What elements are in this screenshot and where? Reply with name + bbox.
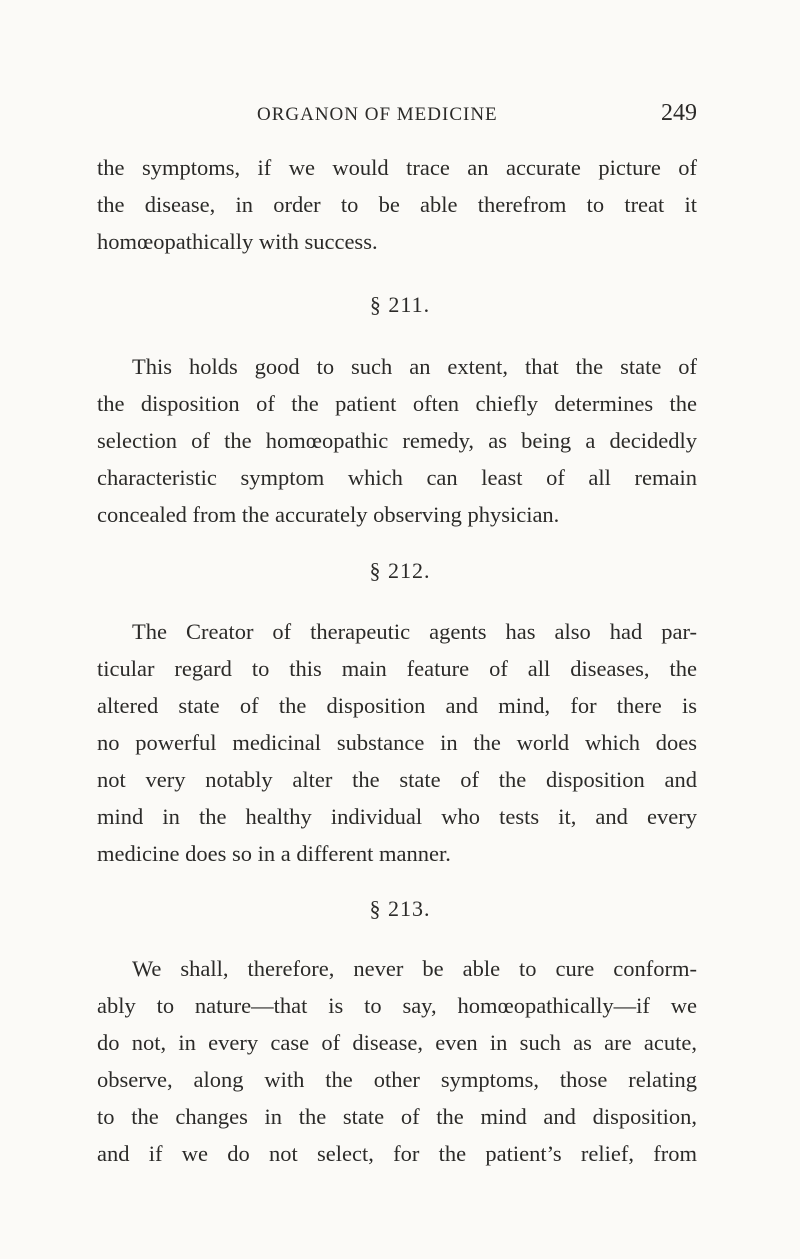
text-line: the disposition of the patient often chiefly determines the	[97, 391, 697, 416]
text-line: to the changes in the state of the mind and disposition,	[97, 1104, 697, 1129]
text-line: The Creator of therapeutic agents has also had par-	[132, 619, 697, 644]
text-line: do not, in every case of disease, even in such as are acute,	[97, 1030, 697, 1055]
text-line: observe, along with the other symptoms, those relating	[97, 1067, 697, 1092]
section-heading-212: § 212.	[369, 558, 431, 583]
text-line: not very notably alter the state of the disposition and	[97, 767, 697, 792]
text-line: We shall, therefore, never be able to cure conform-	[132, 956, 697, 981]
text-line: This holds good to such an extent, that the state of	[132, 354, 697, 379]
section-heading-213: § 213.	[369, 896, 431, 921]
text-line: selection of the homœopathic remedy, as being a decidedly	[97, 428, 697, 453]
text-line: concealed from the accurately observing physician.	[97, 502, 560, 527]
page-number: 249	[661, 100, 697, 126]
text-line: homœopathically with success.	[97, 229, 378, 254]
text-line: medicine does so in a different manner.	[97, 841, 451, 866]
running-title: ORGANON OF MEDICINE	[257, 104, 498, 125]
running-header	[257, 100, 697, 134]
text-line: the symptoms, if we would trace an accurate picture of	[97, 155, 697, 180]
paragraph-section-211	[97, 348, 697, 533]
text-line: ticular regard to this main feature of all diseases, the	[97, 656, 697, 681]
paragraph-continuation	[97, 149, 697, 260]
paragraph-section-212	[97, 613, 697, 872]
text-line: and if we do not select, for the patient’s relief, from	[97, 1141, 697, 1166]
text-line: no powerful medicinal substance in the world which does	[97, 730, 697, 755]
paragraph-section-213	[97, 950, 697, 1172]
text-line: ably to nature—that is to say, homœopathically—if we	[97, 993, 697, 1018]
section-heading-211: § 211.	[369, 292, 431, 317]
text-line: characteristic symptom which can least of all remain	[97, 465, 697, 490]
text-line: altered state of the disposition and mind, for there is	[97, 693, 697, 718]
text-line: the disease, in order to be able therefrom to treat it	[97, 192, 697, 217]
text-line: mind in the healthy individual who tests it, and every	[97, 804, 697, 829]
